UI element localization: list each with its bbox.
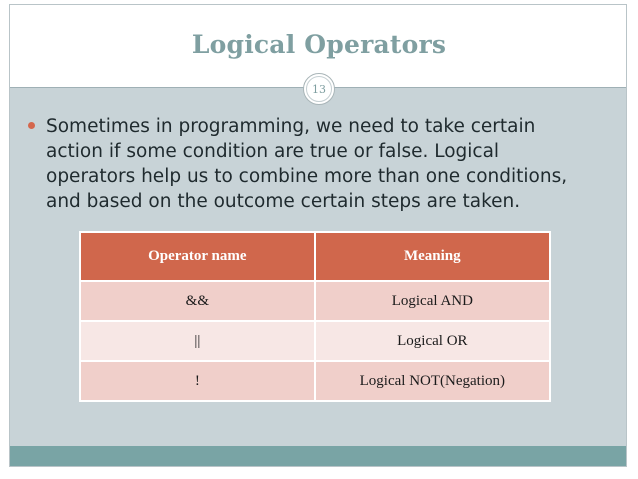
header-operator-name: Operator name (80, 232, 315, 281)
bullet-dot-icon (28, 122, 35, 129)
footer-bar (10, 446, 626, 466)
page-number: 13 (306, 76, 332, 102)
operator-cell: ! (80, 361, 315, 401)
bullet-text: Sometimes in programming, we need to take certain action if some condition are true or false. Logical operators help us to combine more than one conditions, and based on the outcome certain steps are taken. (46, 116, 568, 212)
operators-table (79, 231, 551, 402)
slide-title: Logical Operators (191, 30, 447, 59)
meaning-cell: Logical AND (315, 281, 550, 321)
meaning-cell: Logical NOT(Negation) (315, 361, 550, 401)
operator-cell: || (80, 321, 315, 361)
table-header-row (80, 232, 550, 281)
page-number-badge (303, 73, 335, 105)
operator-cell: && (80, 281, 315, 321)
table-row (80, 361, 550, 401)
header-meaning: Meaning (315, 232, 550, 281)
table-row (80, 281, 550, 321)
meaning-cell: Logical OR (315, 321, 550, 361)
table-row (80, 321, 550, 361)
